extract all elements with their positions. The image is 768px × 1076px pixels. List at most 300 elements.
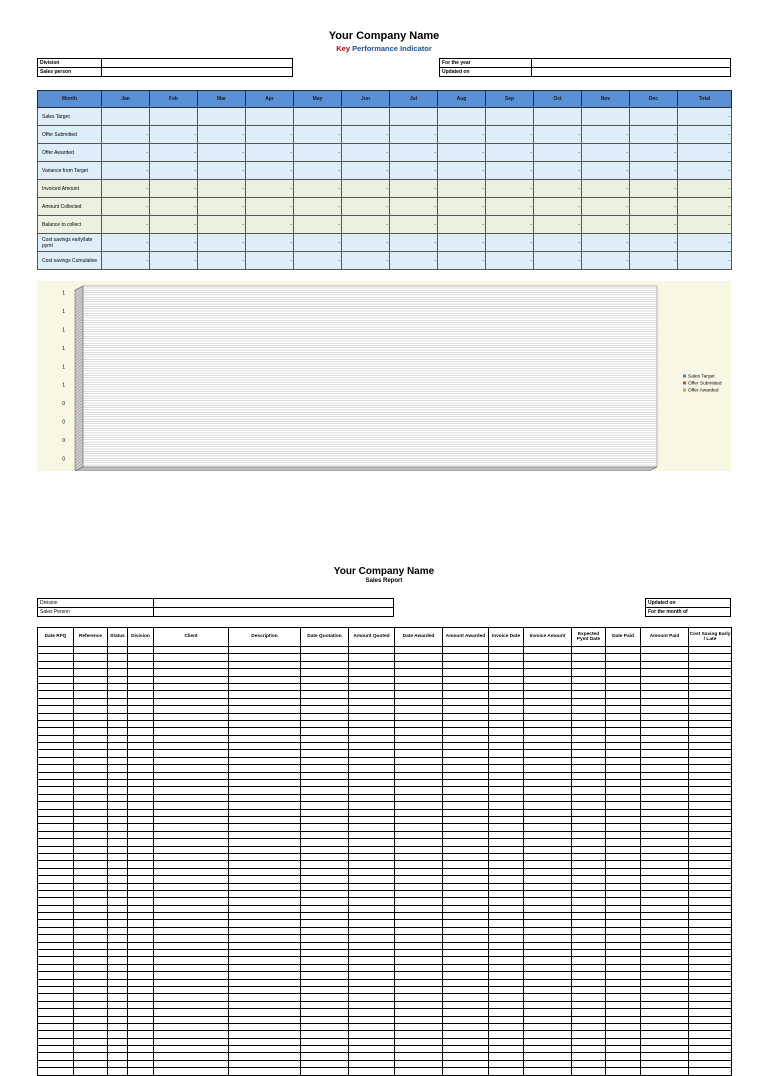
sales-cell[interactable]: [74, 950, 108, 957]
sales-cell[interactable]: [154, 728, 229, 735]
sales-cell[interactable]: [443, 898, 489, 905]
sales-cell[interactable]: [572, 883, 606, 890]
sales-cell[interactable]: [606, 750, 641, 757]
sales-cell[interactable]: [349, 1046, 395, 1053]
sales-cell[interactable]: [524, 1009, 572, 1016]
sales-cell[interactable]: [606, 757, 641, 764]
sales-cell[interactable]: [489, 1038, 524, 1045]
sales-cell[interactable]: [108, 816, 128, 823]
sales-cell[interactable]: [74, 920, 108, 927]
sales-cell[interactable]: [154, 765, 229, 772]
sales-cell[interactable]: [154, 691, 229, 698]
sales-cell[interactable]: [395, 802, 443, 809]
kpi-cell[interactable]: [534, 162, 582, 180]
sales-cell[interactable]: [641, 831, 689, 838]
kpi-cell[interactable]: [102, 234, 150, 252]
sales-cell[interactable]: [524, 920, 572, 927]
sales-cell[interactable]: [301, 772, 349, 779]
sales-cell[interactable]: [489, 647, 524, 654]
sales-cell[interactable]: [443, 1016, 489, 1023]
sales-cell[interactable]: [395, 1023, 443, 1030]
sales-cell[interactable]: [38, 1009, 74, 1016]
sales-cell[interactable]: [301, 950, 349, 957]
sales-cell[interactable]: [154, 1031, 229, 1038]
kpi-cell[interactable]: [246, 162, 294, 180]
sales-cell[interactable]: [349, 868, 395, 875]
sales-cell[interactable]: [572, 824, 606, 831]
sales-cell[interactable]: [108, 743, 128, 750]
sales-cell[interactable]: [301, 831, 349, 838]
sales-cell[interactable]: [606, 883, 641, 890]
sales-cell[interactable]: [606, 898, 641, 905]
kpi-cell[interactable]: [150, 252, 198, 270]
sales-cell[interactable]: [395, 861, 443, 868]
sales-cell[interactable]: [395, 706, 443, 713]
sales-cell[interactable]: [443, 905, 489, 912]
sales-cell[interactable]: [443, 713, 489, 720]
sales-cell[interactable]: [108, 698, 128, 705]
sales-cell[interactable]: [572, 913, 606, 920]
sales-cell[interactable]: [489, 676, 524, 683]
sales-cell[interactable]: [108, 986, 128, 993]
kpi-cell[interactable]: [534, 216, 582, 234]
sales-cell[interactable]: [301, 824, 349, 831]
sales-cell[interactable]: [572, 647, 606, 654]
sales-cell[interactable]: [641, 735, 689, 742]
kpi-cell[interactable]: [630, 180, 678, 198]
sales-cell[interactable]: [606, 935, 641, 942]
sales-cell[interactable]: [349, 839, 395, 846]
kpi-cell[interactable]: [198, 252, 246, 270]
sales-cell[interactable]: [301, 691, 349, 698]
kpi-cell[interactable]: [438, 144, 486, 162]
sales-cell[interactable]: [74, 824, 108, 831]
sales-cell[interactable]: [38, 942, 74, 949]
sales-cell[interactable]: [229, 1053, 301, 1060]
sales-cell[interactable]: [606, 994, 641, 1001]
sales-cell[interactable]: [489, 942, 524, 949]
kpi-cell[interactable]: [102, 198, 150, 216]
sales-cell[interactable]: -: [689, 950, 732, 957]
sales-cell[interactable]: [524, 876, 572, 883]
sales-cell[interactable]: [349, 824, 395, 831]
sales-cell[interactable]: [128, 698, 154, 705]
sales-cell[interactable]: [443, 669, 489, 676]
sales-cell[interactable]: [641, 964, 689, 971]
sales-cell[interactable]: [349, 1016, 395, 1023]
sales-cell[interactable]: [229, 861, 301, 868]
sales-cell[interactable]: [606, 913, 641, 920]
kpi-cell[interactable]: [150, 144, 198, 162]
sales-cell[interactable]: [301, 683, 349, 690]
kpi-cell[interactable]: [678, 126, 732, 144]
sales-cell[interactable]: [301, 1053, 349, 1060]
sales-cell[interactable]: [641, 647, 689, 654]
sales-cell[interactable]: [38, 964, 74, 971]
sales-cell[interactable]: [38, 920, 74, 927]
sales-cell[interactable]: [349, 876, 395, 883]
sales-cell[interactable]: -: [689, 1060, 732, 1067]
kpi-cell[interactable]: [198, 162, 246, 180]
sales-cell[interactable]: [108, 846, 128, 853]
sales-cell[interactable]: [108, 994, 128, 1001]
sales-cell[interactable]: [128, 1060, 154, 1067]
sales-cell[interactable]: [489, 654, 524, 661]
kpi-cell[interactable]: [630, 216, 678, 234]
kpi-cell[interactable]: [678, 252, 732, 270]
sales-cell[interactable]: [641, 972, 689, 979]
sales-cell[interactable]: [301, 743, 349, 750]
sales-cell[interactable]: [108, 780, 128, 787]
sales-cell[interactable]: [108, 868, 128, 875]
sales-cell[interactable]: [443, 972, 489, 979]
sales-cell[interactable]: [38, 780, 74, 787]
sales-cell[interactable]: [229, 1016, 301, 1023]
sales-cell[interactable]: [74, 713, 108, 720]
sales-cell[interactable]: [572, 676, 606, 683]
sales-cell[interactable]: [229, 765, 301, 772]
sales-cell[interactable]: [301, 839, 349, 846]
sales-cell[interactable]: [524, 1060, 572, 1067]
sales-cell[interactable]: [301, 890, 349, 897]
sales-cell[interactable]: [128, 964, 154, 971]
sales-cell[interactable]: [524, 861, 572, 868]
sales-cell[interactable]: [301, 1068, 349, 1075]
sales-cell[interactable]: [395, 972, 443, 979]
sales-cell[interactable]: [524, 994, 572, 1001]
sales-cell[interactable]: [641, 883, 689, 890]
sales-cell[interactable]: [301, 698, 349, 705]
sales-cell[interactable]: [443, 780, 489, 787]
sales-cell[interactable]: [74, 706, 108, 713]
sales-cell[interactable]: [229, 1038, 301, 1045]
sales-cell[interactable]: [108, 853, 128, 860]
sales-cell[interactable]: [572, 861, 606, 868]
sales-cell[interactable]: [572, 972, 606, 979]
sales-cell[interactable]: [572, 757, 606, 764]
sales-cell[interactable]: [489, 772, 524, 779]
sales-cell[interactable]: [38, 676, 74, 683]
sales-cell[interactable]: [128, 1046, 154, 1053]
sales-cell[interactable]: [443, 816, 489, 823]
kpi-cell[interactable]: [198, 144, 246, 162]
kpi-cell[interactable]: [390, 144, 438, 162]
sales-cell[interactable]: [572, 935, 606, 942]
sales-cell[interactable]: [349, 1023, 395, 1030]
sales-cell[interactable]: [38, 1031, 74, 1038]
sales-cell[interactable]: [349, 1068, 395, 1075]
sales-cell[interactable]: [489, 846, 524, 853]
sales-cell[interactable]: [349, 898, 395, 905]
sales-cell[interactable]: [606, 809, 641, 816]
kpi-cell[interactable]: [294, 108, 342, 126]
sales-cell[interactable]: [74, 728, 108, 735]
sales-cell[interactable]: [443, 750, 489, 757]
sales-cell[interactable]: [154, 802, 229, 809]
sales-cell[interactable]: [229, 979, 301, 986]
sales-cell[interactable]: [74, 691, 108, 698]
sales-cell[interactable]: [572, 691, 606, 698]
sales-cell[interactable]: [154, 772, 229, 779]
sales-cell[interactable]: -: [689, 706, 732, 713]
sales-cell[interactable]: [128, 927, 154, 934]
sales-cell[interactable]: [395, 824, 443, 831]
sales-cell[interactable]: [349, 1038, 395, 1045]
sales-cell[interactable]: [38, 720, 74, 727]
sales-cell[interactable]: [108, 669, 128, 676]
sales-cell[interactable]: [572, 890, 606, 897]
sales-cell[interactable]: [572, 661, 606, 668]
sales-cell[interactable]: [229, 824, 301, 831]
sales-cell[interactable]: [108, 794, 128, 801]
sales-cell[interactable]: [108, 647, 128, 654]
sales-cell[interactable]: [301, 661, 349, 668]
sales-cell[interactable]: [301, 802, 349, 809]
sales-cell[interactable]: [606, 691, 641, 698]
sales-cell[interactable]: [229, 743, 301, 750]
sales-cell[interactable]: [108, 972, 128, 979]
sales-cell[interactable]: [74, 1053, 108, 1060]
sales-cell[interactable]: [128, 735, 154, 742]
sales-cell[interactable]: [524, 1031, 572, 1038]
sales-cell[interactable]: [524, 942, 572, 949]
kpi-cell[interactable]: [678, 180, 732, 198]
kpi-cell[interactable]: [342, 108, 390, 126]
sales-cell[interactable]: [443, 787, 489, 794]
sales-cell[interactable]: [229, 964, 301, 971]
sales-cell[interactable]: [154, 1068, 229, 1075]
sales-cell[interactable]: [301, 735, 349, 742]
sales-cell[interactable]: [301, 1001, 349, 1008]
sales-cell[interactable]: [641, 890, 689, 897]
kpi-cell[interactable]: [198, 108, 246, 126]
sales-cell[interactable]: -: [689, 654, 732, 661]
sales-cell[interactable]: [38, 713, 74, 720]
sales-cell[interactable]: [489, 720, 524, 727]
sales-cell[interactable]: [108, 905, 128, 912]
sales-cell[interactable]: [229, 846, 301, 853]
sales-cell[interactable]: [108, 728, 128, 735]
sales-cell[interactable]: [443, 853, 489, 860]
sales-cell[interactable]: [524, 647, 572, 654]
sales-cell[interactable]: [229, 1060, 301, 1067]
sales-cell[interactable]: -: [689, 809, 732, 816]
sales-cell[interactable]: [301, 757, 349, 764]
sales-cell[interactable]: [74, 809, 108, 816]
sales-cell[interactable]: [524, 868, 572, 875]
sales-cell[interactable]: [74, 794, 108, 801]
sales-cell[interactable]: [606, 868, 641, 875]
sales-cell[interactable]: [74, 853, 108, 860]
sales-cell[interactable]: [606, 698, 641, 705]
sales-cell[interactable]: [572, 868, 606, 875]
kpi-cell[interactable]: [150, 180, 198, 198]
sales-cell[interactable]: [74, 1016, 108, 1023]
sales-cell[interactable]: [524, 846, 572, 853]
kpi-cell[interactable]: [486, 216, 534, 234]
kpi-cell[interactable]: [630, 234, 678, 252]
sales-cell[interactable]: [395, 868, 443, 875]
sales-cell[interactable]: -: [689, 861, 732, 868]
sales-cell[interactable]: [229, 957, 301, 964]
sales-cell[interactable]: [572, 735, 606, 742]
sales-cell[interactable]: [154, 883, 229, 890]
sales-cell[interactable]: [572, 1023, 606, 1030]
sales-cell[interactable]: [606, 846, 641, 853]
kpi-cell[interactable]: [534, 252, 582, 270]
kpi-cell[interactable]: [438, 126, 486, 144]
kpi-cell[interactable]: [246, 126, 294, 144]
sales-cell[interactable]: [524, 957, 572, 964]
sales-cell[interactable]: [572, 698, 606, 705]
sales-cell[interactable]: [606, 654, 641, 661]
sales-cell[interactable]: [229, 986, 301, 993]
kpi-cell[interactable]: [582, 252, 630, 270]
sales-cell[interactable]: [154, 905, 229, 912]
sales-cell[interactable]: [572, 809, 606, 816]
sales-cell[interactable]: [154, 950, 229, 957]
sales-cell[interactable]: [38, 861, 74, 868]
kpi-cell[interactable]: [390, 126, 438, 144]
sales-cell[interactable]: [349, 986, 395, 993]
kpi-cell[interactable]: [630, 252, 678, 270]
sales-cell[interactable]: [108, 957, 128, 964]
sales-cell[interactable]: [128, 861, 154, 868]
kpi-cell[interactable]: [102, 108, 150, 126]
sales-cell[interactable]: -: [689, 964, 732, 971]
sales-cell[interactable]: [128, 920, 154, 927]
sales-cell[interactable]: [301, 647, 349, 654]
sales-cell[interactable]: -: [689, 898, 732, 905]
sales-cell[interactable]: [38, 743, 74, 750]
sales-cell[interactable]: [108, 979, 128, 986]
sales-cell[interactable]: -: [689, 802, 732, 809]
sales-cell[interactable]: [443, 927, 489, 934]
sales-cell[interactable]: [74, 816, 108, 823]
sales-cell[interactable]: -: [689, 735, 732, 742]
sales-cell[interactable]: [128, 1023, 154, 1030]
sales-cell[interactable]: [443, 986, 489, 993]
sales-cell[interactable]: [349, 787, 395, 794]
sales-cell[interactable]: [108, 1001, 128, 1008]
sales-cell[interactable]: [572, 743, 606, 750]
sales-cell[interactable]: [108, 802, 128, 809]
sales-cell[interactable]: [443, 743, 489, 750]
sales-cell[interactable]: [74, 839, 108, 846]
sales-cell[interactable]: [349, 957, 395, 964]
sales-cell[interactable]: -: [689, 772, 732, 779]
sales-cell[interactable]: [395, 890, 443, 897]
sales-cell[interactable]: [154, 669, 229, 676]
sales-cell[interactable]: [74, 1001, 108, 1008]
sales-cell[interactable]: [128, 706, 154, 713]
sales-cell[interactable]: [524, 772, 572, 779]
sales-cell[interactable]: [38, 647, 74, 654]
sales-cell[interactable]: [395, 661, 443, 668]
kpi-cell[interactable]: [150, 126, 198, 144]
sales-cell[interactable]: [108, 750, 128, 757]
sales-cell[interactable]: [641, 824, 689, 831]
sales-cell[interactable]: [301, 750, 349, 757]
sales-cell[interactable]: [524, 794, 572, 801]
sales-cell[interactable]: [301, 809, 349, 816]
kpi-year-field[interactable]: [532, 59, 731, 68]
sales-cell[interactable]: [154, 743, 229, 750]
sales-cell[interactable]: [443, 676, 489, 683]
sales-cell[interactable]: [641, 757, 689, 764]
sales-cell[interactable]: [154, 846, 229, 853]
sales-cell[interactable]: [154, 698, 229, 705]
sales-cell[interactable]: [128, 691, 154, 698]
sales-cell[interactable]: [154, 890, 229, 897]
sales-cell[interactable]: [606, 1053, 641, 1060]
sales-cell[interactable]: [489, 994, 524, 1001]
sales-cell[interactable]: [38, 994, 74, 1001]
sales-cell[interactable]: [154, 1060, 229, 1067]
sales-cell[interactable]: [443, 876, 489, 883]
sales-cell[interactable]: [108, 706, 128, 713]
sales-cell[interactable]: [395, 647, 443, 654]
sales-cell[interactable]: [301, 720, 349, 727]
sales-cell[interactable]: [606, 676, 641, 683]
sales-cell[interactable]: [489, 831, 524, 838]
sales-cell[interactable]: [606, 957, 641, 964]
kpi-cell[interactable]: [342, 180, 390, 198]
sales-cell[interactable]: [524, 1001, 572, 1008]
sales-cell[interactable]: [128, 1031, 154, 1038]
sales-cell[interactable]: [606, 1046, 641, 1053]
sales-cell[interactable]: [74, 772, 108, 779]
sales-cell[interactable]: [128, 839, 154, 846]
sales-cell[interactable]: -: [689, 780, 732, 787]
sales-cell[interactable]: -: [689, 1038, 732, 1045]
sales-cell[interactable]: [524, 979, 572, 986]
sales-cell[interactable]: [108, 964, 128, 971]
sales-cell[interactable]: [74, 876, 108, 883]
sales-cell[interactable]: [74, 935, 108, 942]
sales-cell[interactable]: [489, 669, 524, 676]
sales-cell[interactable]: [443, 935, 489, 942]
sales-cell[interactable]: [606, 647, 641, 654]
sales-cell[interactable]: [38, 728, 74, 735]
kpi-cell[interactable]: [390, 108, 438, 126]
sales-cell[interactable]: [154, 1001, 229, 1008]
sales-cell[interactable]: [443, 720, 489, 727]
sales-cell[interactable]: [74, 831, 108, 838]
sales-cell[interactable]: [524, 654, 572, 661]
sales-cell[interactable]: [349, 647, 395, 654]
sales-cell[interactable]: [489, 735, 524, 742]
sales-cell[interactable]: [572, 713, 606, 720]
sales-cell[interactable]: -: [689, 979, 732, 986]
sales-cell[interactable]: [572, 1068, 606, 1075]
sales-cell[interactable]: [74, 913, 108, 920]
sales-cell[interactable]: [349, 743, 395, 750]
sales-cell[interactable]: [301, 994, 349, 1001]
sales-cell[interactable]: [74, 720, 108, 727]
sales-cell[interactable]: [108, 654, 128, 661]
sales-cell[interactable]: [443, 890, 489, 897]
sales-cell[interactable]: [108, 935, 128, 942]
sales-cell[interactable]: [489, 920, 524, 927]
sales-cell[interactable]: [229, 1068, 301, 1075]
sales-cell[interactable]: [154, 809, 229, 816]
sales-cell[interactable]: [572, 1016, 606, 1023]
sales-cell[interactable]: [128, 713, 154, 720]
sales-cell[interactable]: [38, 986, 74, 993]
sales-cell[interactable]: [108, 713, 128, 720]
sales-cell[interactable]: [349, 1009, 395, 1016]
